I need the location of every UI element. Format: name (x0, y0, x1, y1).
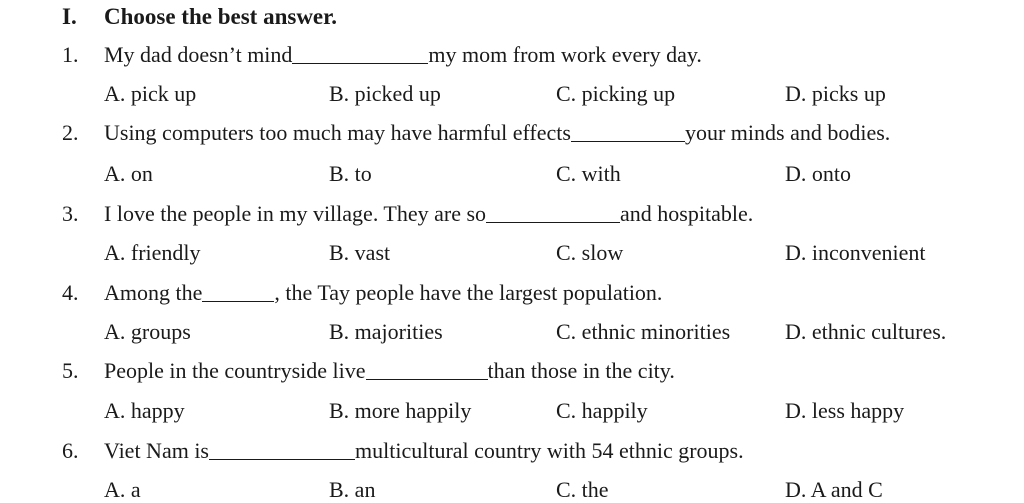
option-c: C. the (556, 477, 609, 502)
question-3-options (104, 240, 1004, 266)
answer-blank (209, 441, 355, 460)
section-heading (62, 4, 337, 30)
question-text-after: my mom from work every day. (428, 42, 702, 67)
option-a: A. pick up (104, 81, 197, 106)
option-d: D. inconvenient (785, 240, 926, 265)
option-c: C. with (556, 161, 621, 186)
question-number: 3. (62, 201, 79, 226)
answer-blank (486, 204, 620, 223)
question-number: 5. (62, 358, 79, 383)
question-6-options (104, 477, 1004, 503)
option-d: D. onto (785, 161, 851, 186)
question-5-options (104, 398, 1004, 424)
option-d: D. A and C (785, 477, 883, 502)
question-4-options (104, 319, 1004, 345)
question-text-after: than those in the city. (487, 358, 675, 383)
option-d: D. less happy (785, 398, 905, 423)
question-text-before: Using computers too much may have harmful effects (104, 120, 571, 145)
option-a: A. groups (104, 319, 191, 344)
question-text-after: and hospitable. (620, 201, 754, 226)
question-text-before: My dad doesn’t mind (104, 42, 293, 67)
answer-blank (292, 45, 428, 64)
option-b: B. picked up (329, 81, 441, 106)
option-d: D. picks up (785, 81, 886, 106)
option-b: B. an (329, 477, 376, 502)
question-text-before: Among the (104, 280, 203, 305)
question-1 (62, 42, 702, 68)
answer-blank (366, 361, 488, 380)
question-number: 1. (62, 42, 79, 67)
option-c: C. ethnic minorities (556, 319, 731, 344)
question-6 (62, 438, 744, 464)
section-number: I. (62, 4, 77, 29)
question-text-after: your minds and bodies. (684, 120, 891, 145)
answer-blank (202, 283, 274, 302)
question-text-before: I love the people in my village. They are so (104, 201, 487, 226)
question-text-before: People in the countryside live (104, 358, 366, 383)
section-title: Choose the best answer. (104, 4, 337, 29)
option-c: C. picking up (556, 81, 676, 106)
question-5 (62, 358, 675, 384)
question-number: 2. (62, 120, 79, 145)
question-2 (62, 120, 890, 146)
option-d: D. ethnic cultures. (785, 319, 947, 344)
question-4 (62, 280, 662, 306)
question-text-before: Viet Nam is (104, 438, 209, 463)
question-text-after: multicultural country with 54 ethnic groups. (355, 438, 744, 463)
option-b: B. to (329, 161, 372, 186)
option-a: A. a (104, 477, 141, 502)
option-b: B. vast (329, 240, 391, 265)
option-c: C. slow (556, 240, 624, 265)
option-a: A. friendly (104, 240, 201, 265)
option-c: C. happily (556, 398, 648, 423)
option-a: A. happy (104, 398, 185, 423)
question-2-options (104, 161, 1004, 187)
question-1-options (104, 81, 1004, 107)
question-number: 4. (62, 280, 79, 305)
option-b: B. more happily (329, 398, 472, 423)
option-a: A. on (104, 161, 153, 186)
question-number: 6. (62, 438, 79, 463)
option-b: B. majorities (329, 319, 443, 344)
question-text-after: , the Tay people have the largest population. (274, 280, 663, 305)
answer-blank (571, 123, 685, 142)
question-3 (62, 201, 753, 227)
